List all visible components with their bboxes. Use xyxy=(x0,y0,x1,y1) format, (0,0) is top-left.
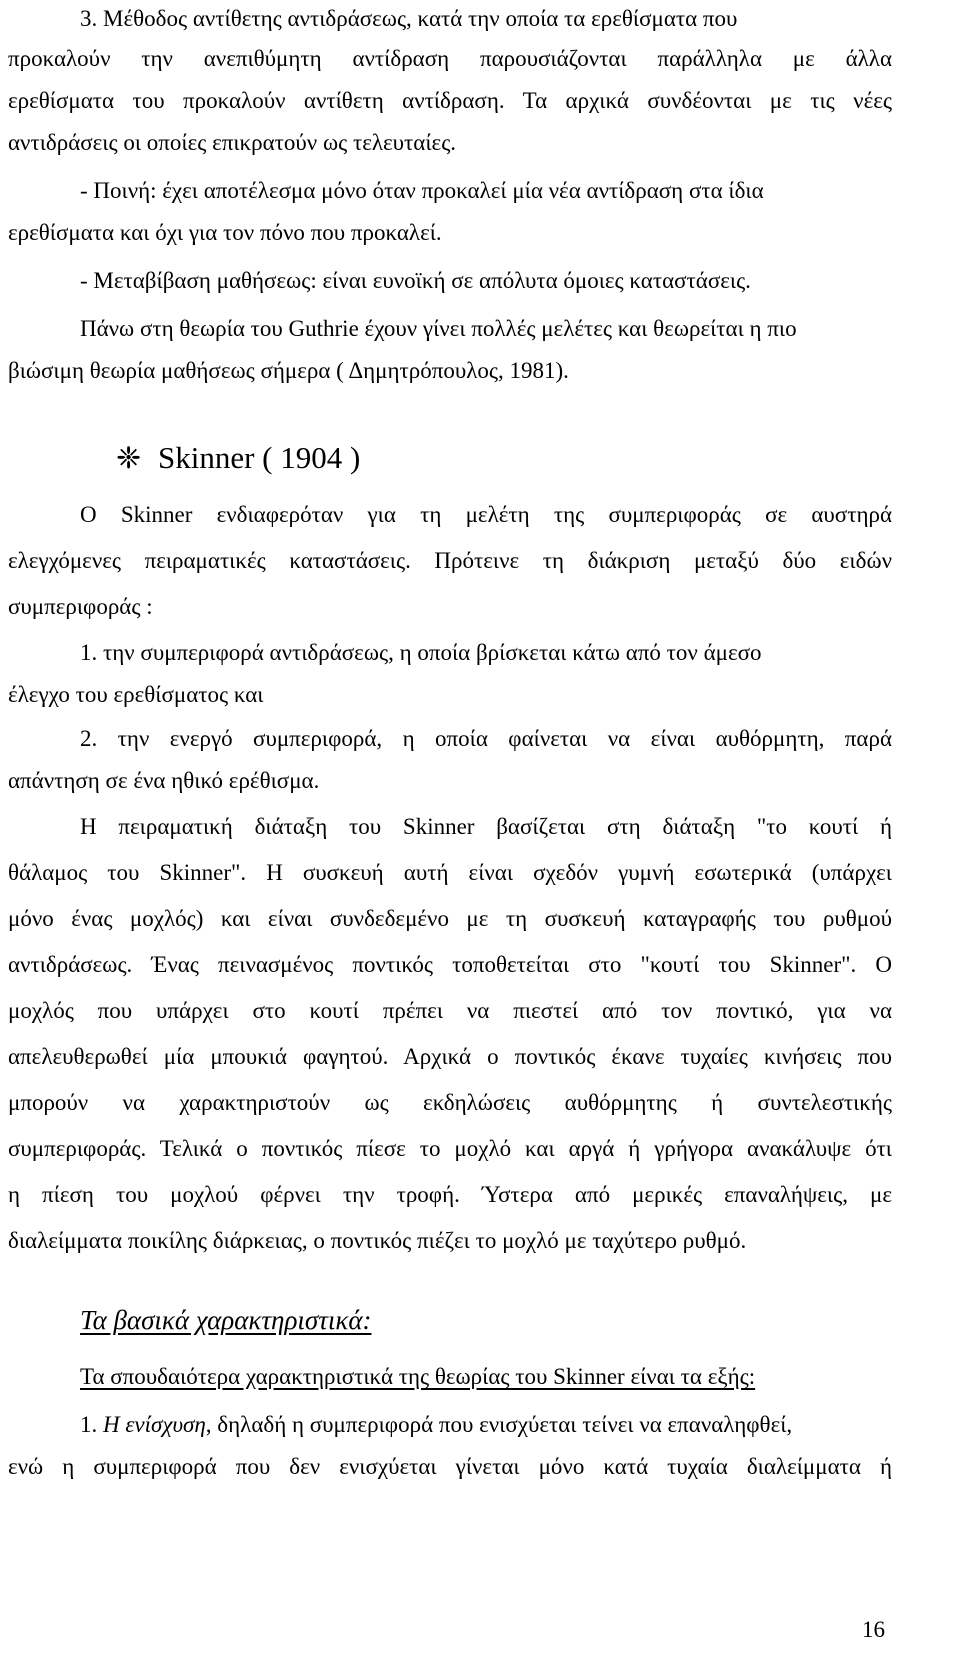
transfer-of-learning-line: - Μεταβίβαση μαθήσεως: είναι ευνοϊκή σε απόλυτα όμοιες καταστάσεις. xyxy=(80,268,751,293)
skinner-intro-line-3: συμπεριφοράς : xyxy=(8,594,153,619)
punishment-line-2: ερεθίσματα και όχι για τον πόνο που προκαλεί. xyxy=(8,220,442,245)
guthrie-line-1: Πάνω στη θεωρία του Guthrie έχουν γίνει πολλές μελέτες και θεωρείται η πιο xyxy=(80,316,797,341)
reinforcement-line-1 xyxy=(80,1410,792,1440)
method-3-line-4: αντιδράσεις οι οποίες επικρατούν ως τελευταίες. xyxy=(8,130,457,155)
skinner-box-line-7: μπορούν να χαρακτηριστούν ως εκδηλώσεις αυθόρμητης ή συντελεστικής xyxy=(8,1090,892,1115)
skinner-box-line-10: διαλείμματα ποικίλης διάρκειας, ο ποντικός πιέζει το μοχλό με ταχύτερο ρυθμό. xyxy=(8,1228,747,1253)
skinner-box-line-8: συμπεριφοράς. Τελικά ο ποντικός πίεσε το μοχλό και αργά ή γρήγορα ανακάλυψε ότι xyxy=(8,1136,892,1161)
skinner-box-line-2: θάλαμος του Skinner". Η συσκευή αυτή είναι σχεδόν γυμνή εσωτερικά (υπάρχει xyxy=(8,860,892,885)
behavior-type-2-line-2: απάντηση σε ένα ηθικό ερέθισμα. xyxy=(8,768,320,793)
skinner-heading xyxy=(116,440,360,477)
behavior-type-1-line-1: 1. την συμπεριφορά αντιδράσεως, η οποία βρίσκεται κάτω από τον άμεσο xyxy=(80,640,762,665)
skinner-box-line-1: Η πειραματική διάταξη του Skinner βασίζεται στη διάταξη "το κουτί ή xyxy=(80,814,892,839)
behavior-type-1-line-2: έλεγχο του ερεθίσματος και xyxy=(8,682,264,707)
reinforcement-line-2: ενώ η συμπεριφορά που δεν ενισχύεται γίνεται μόνο κατά τυχαία διαλείμματα ή xyxy=(8,1454,892,1479)
skinner-heading-text: Skinner ( 1904 ) xyxy=(158,440,361,475)
skinner-intro-line-2: ελεγχόμενες πειραματικές καταστάσεις. Πρότεινε τη διάκριση μεταξύ δύο ειδών xyxy=(8,548,892,573)
method-3-line-3: ερεθίσματα του προκαλούν αντίθετη αντίδραση. Τα αρχικά συνδέονται με τις νέες xyxy=(8,88,892,113)
skinner-box-line-5: μοχλός που υπάρχει στο κουτί πρέπει να πιεστεί από τον ποντικό, για να xyxy=(8,998,892,1023)
reinforcement-rest: , δηλαδή η συμπεριφορά που ενισχύεται τείνει να επαναληφθεί, xyxy=(205,1412,793,1437)
punishment-line-1: - Ποινή: έχει αποτέλεσμα μόνο όταν προκαλεί μία νέα αντίδραση στα ίδια xyxy=(80,178,764,203)
guthrie-line-2: βιώσιμη θεωρία μαθήσεως σήμερα ( Δημητρόπουλος, 1981). xyxy=(8,358,569,383)
reinforcement-term: Η ενίσχυση xyxy=(103,1412,206,1437)
method-3-line-2: προκαλούν την ανεπιθύμητη αντίδραση παρουσιάζονται παράλληλα με άλλα xyxy=(8,46,892,71)
skinner-intro-line-1: Ο Skinner ενδιαφερόταν για τη μελέτη της συμπεριφοράς σε αυστηρά xyxy=(80,502,892,527)
behavior-type-2-line-1: 2. την ενεργό συμπεριφορά, η οποία φαίνεται να είναι αυθόρμητη, παρά xyxy=(80,726,892,751)
page-number: 16 xyxy=(862,1617,885,1642)
skinner-box-line-4: αντιδράσεως. Ένας πεινασμένος ποντικός τοποθετείται στο "κουτί του Skinner". Ο xyxy=(8,952,892,977)
characteristics-intro-line: Τα σπουδαιότερα χαρακτηριστικά της θεωρίας του Skinner είναι τα εξής: xyxy=(80,1364,756,1389)
reinforcement-number: 1. xyxy=(80,1412,103,1437)
skinner-box-line-9: η πίεση του μοχλού φέρνει την τροφή. Ύστερα από μερικές επαναλήψεις, με xyxy=(8,1182,892,1207)
asterisk-star-icon: ❈ xyxy=(116,441,142,476)
section-title-basic-characteristics: Τα βασικά χαρακτηριστικά: xyxy=(80,1305,372,1335)
skinner-box-line-3: μόνο ένας μοχλός) και είναι συνδεδεμένο με τη συσκευή καταγραφής του ρυθμού xyxy=(8,906,892,931)
skinner-box-line-6: απελευθερωθεί μία μπουκιά φαγητού. Αρχικά ο ποντικός έκανε τυχαίες κινήσεις που xyxy=(8,1044,892,1069)
method-3-line-1: 3. Μέθοδος αντίθετης αντιδράσεως, κατά την οποία τα ερεθίσματα που xyxy=(80,6,738,31)
